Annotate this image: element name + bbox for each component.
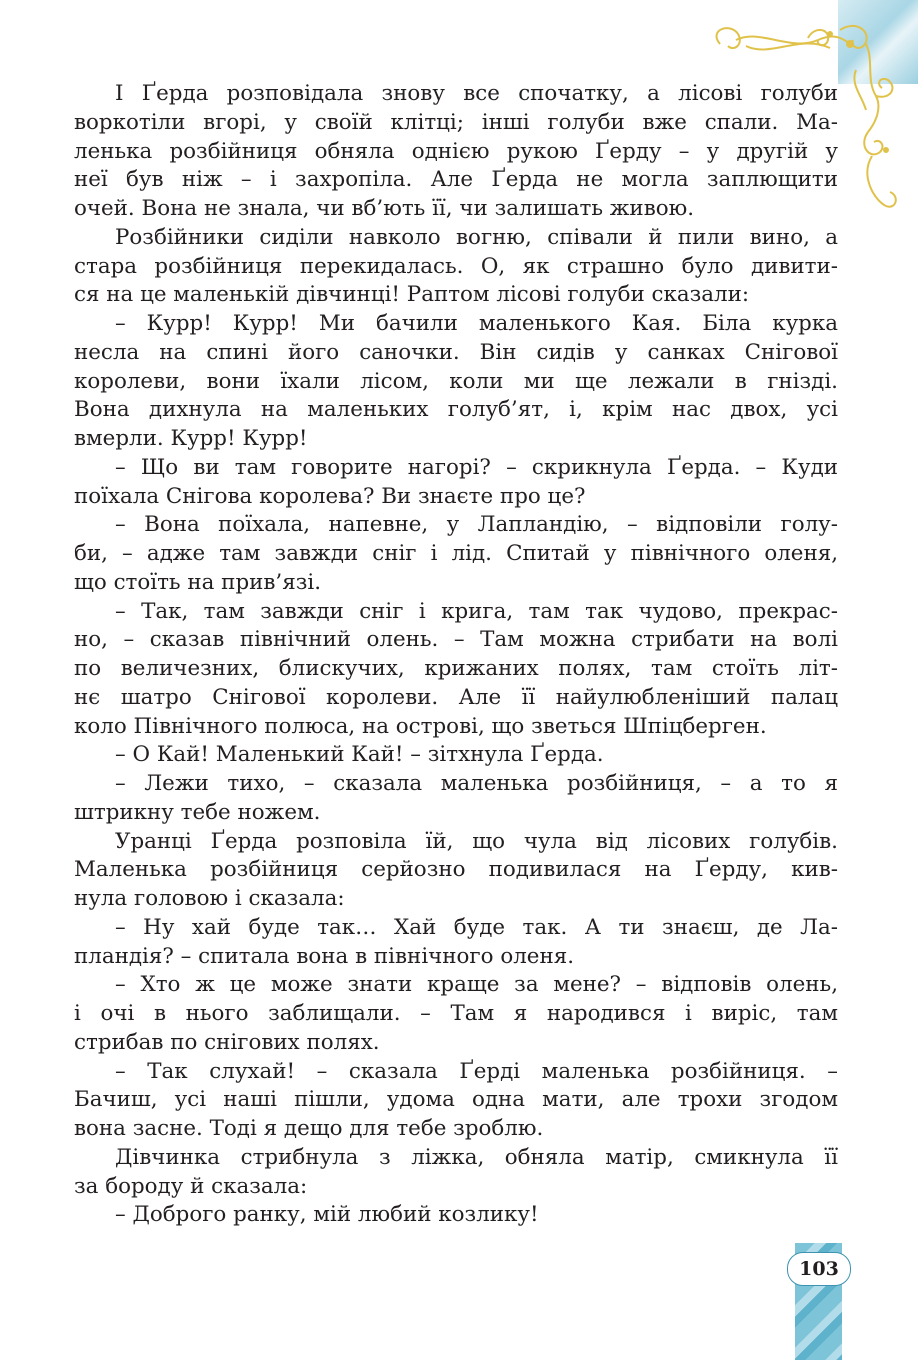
text-line: би, – адже там завжди сніг і лід. Спитай у північного оленя, <box>74 541 838 566</box>
page-number: 103 <box>787 1252 851 1286</box>
text-line: і очі в нього заблищали. – Там я народився і виріс, там <box>74 1001 838 1026</box>
text-line: ся на це маленькій дівчинці! Раптом лісові голуби сказали: <box>74 282 750 308</box>
text-line: штрикну тебе ножем. <box>74 799 321 825</box>
text-line: – О Кай! Маленький Кай! – зітхнула Ґерда. <box>115 742 604 768</box>
text-line: Маленька розбійниця серйозно подивилася на Ґерду, кив- <box>74 857 838 883</box>
text-line: Вона дихнула на маленьких голуб’ят, і, крім нас двох, усі <box>74 397 838 423</box>
text-line: но, – сказав північний олень. – Там можна стрибати на волі <box>74 627 838 653</box>
text-line: – Так слухай! – сказала Ґерді маленька розбійниця. – <box>115 1058 838 1084</box>
text-line: воркотіли вгорі, у своїй клітці; інші голуби вже спали. Ма- <box>74 109 838 135</box>
text-line: ленька розбійниця обняла однією рукою Ґерду – у другій у <box>74 138 838 164</box>
text-line: – Вона поїхала, напевне, у Лапландію, – відповіли голу- <box>115 512 838 538</box>
text-line: пландія? – спитала вона в північного оленя. <box>74 943 574 969</box>
text-line: коло Північного полюса, на острові, що зветься Шпіцберген. <box>74 713 767 739</box>
text-line: по величезних, блискучих, крижаних полях, там стоїть літ- <box>74 656 838 681</box>
text-line: за бороду й сказала: <box>74 1173 308 1199</box>
text-line: – Хто ж це може знати краще за мене? – відповів олень, <box>115 972 838 998</box>
story-text <box>74 80 838 1230</box>
text-line: Бачиш, усі наші пішли, удома одна мати, але трохи згодом <box>74 1087 838 1113</box>
text-line: нула головою і сказала: <box>74 886 345 911</box>
text-line: що стоїть на прив’язі. <box>74 569 322 595</box>
text-line: стара розбійниця перекидалась. О, як страшно було дивити- <box>74 253 838 279</box>
text-line: поїхала Снігова королева? Ви знаєте про це? <box>74 483 586 509</box>
text-line: очей. Вона не знала, чи вб’ють її, чи залишать живою. <box>74 196 695 221</box>
text-line: Розбійники сиділи навколо вогню, співали й пили вино, а <box>115 224 838 250</box>
text-line: несла на спині його саночки. Він сидів у санках Снігової <box>74 339 838 365</box>
text-line: вмерли. Курр! Курр! <box>74 426 308 451</box>
text-line: – Лежи тихо, – сказала маленька розбійниця, – а то я <box>115 771 838 796</box>
text-line: – Курр! Курр! Ми бачили маленького Кая. Біла курка <box>115 311 838 336</box>
text-line: І Ґерда розповідала знову все спочатку, а лісові голуби <box>115 81 838 106</box>
text-line: королеви, вони їхали лісом, коли ми ще лежали в гнізді. <box>74 368 838 394</box>
text-line: Уранці Ґерда розповіла їй, що чула від лісових голубів. <box>115 828 838 854</box>
text-line: Дівчинка стрибнула з ліжка, обняла матір, смикнула її <box>115 1144 838 1170</box>
text-line: вона засне. Тоді я дещо для тебе зроблю. <box>74 1116 544 1141</box>
text-line: нє шатро Снігової королеви. Але її найулюбленіший палац <box>74 684 838 710</box>
text-line: – Так, там завжди сніг і крига, там так чудово, прекрас- <box>115 598 838 624</box>
text-line: – Доброго ранку, мій любий козлику! <box>115 1202 539 1228</box>
text-line: стрибав по снігових полях. <box>74 1029 380 1055</box>
text-line: – Що ви там говорите нагорі? – скрикнула Ґерда. – Куди <box>115 454 838 480</box>
text-line: неї був ніж – і захропіла. Але Ґерда не могла заплющити <box>74 167 838 193</box>
text-line: – Ну хай буде так… Хай буде так. А ти знаєш, де Ла- <box>115 914 838 940</box>
